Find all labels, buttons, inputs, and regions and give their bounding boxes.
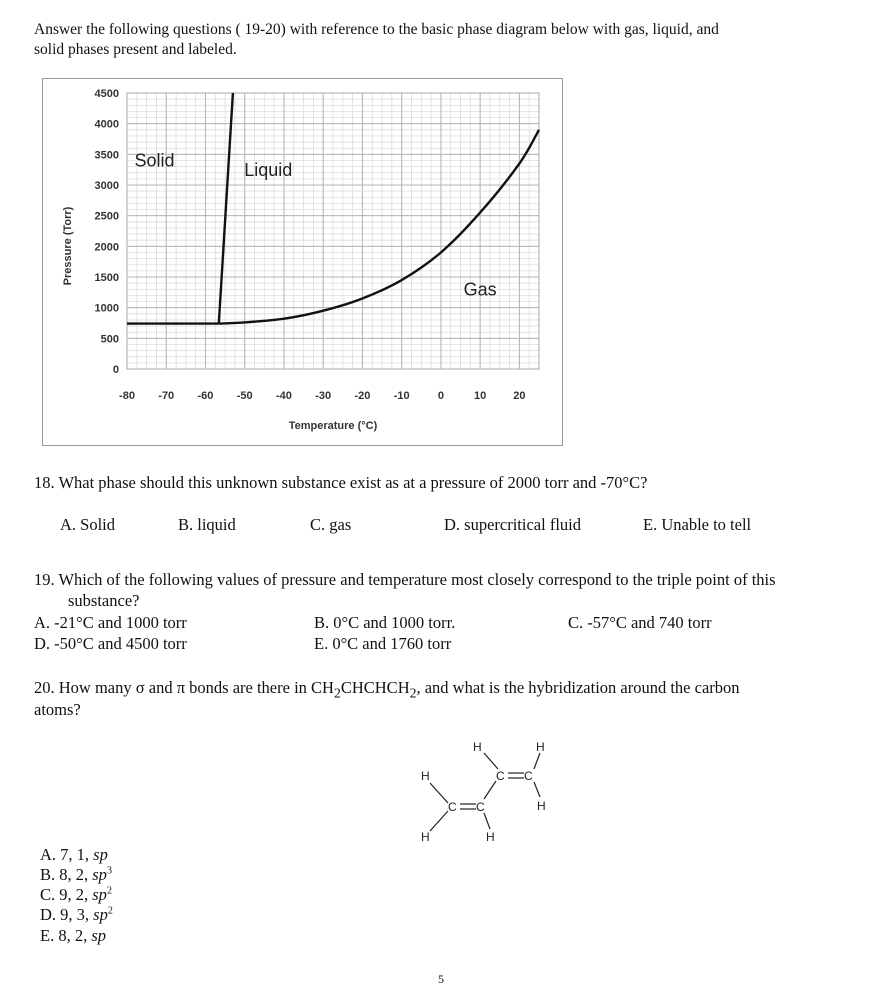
q20-option-c: C. 9, 2, $sp^2$ (40, 885, 112, 904)
q18-option-b: B. liquid (178, 515, 236, 534)
x-tick-label: -70 (158, 390, 175, 402)
x-tick-label: 20 (513, 390, 526, 402)
x-tick-label: -50 (236, 390, 253, 402)
x-tick-label: 0 (437, 390, 444, 402)
q18-option-d: D. supercritical fluid (444, 515, 581, 534)
q20-option-a: A. 7, 1, sp (40, 845, 108, 864)
y-tick-label: 3500 (94, 149, 119, 162)
phase-diagram-svg (43, 79, 561, 444)
atom-c: C (448, 800, 457, 814)
page-number: 5 (438, 972, 444, 986)
q19-option-a: A. -21°C and 1000 torr (34, 613, 187, 632)
region-label-gas: Gas (463, 279, 497, 300)
q20-option-e: E. 8, 2, sp (40, 926, 107, 945)
intro-line-1: Answer the following questions ( 19-20) with reference to the basic phase diagram below with gas, liquid, and (34, 21, 719, 38)
q18-text: 18. What phase should this unknown substance exist as at a pressure of 2000 torr and -70°C? (34, 473, 648, 492)
q20-option-b: B. 8, 2, $sp^3$ (40, 865, 112, 884)
q18-option-c: C. gas (310, 515, 352, 534)
x-tick-label: -20 (354, 390, 371, 402)
y-tick-label: 3000 (94, 180, 119, 192)
y-tick-label: 2000 (94, 241, 119, 254)
x-tick-label: 10 (474, 390, 487, 402)
y-tick-label: 1500 (94, 272, 119, 284)
q19-option-b: B. 0°C and 1000 torr. (314, 613, 456, 632)
x-tick-label: -30 (315, 390, 332, 402)
atom-h: H (421, 830, 430, 844)
x-tick-label: -10 (393, 390, 410, 402)
q19-text-line-2: substance? (68, 591, 140, 610)
region-label-solid: Solid (134, 150, 175, 171)
q19-option-e: E. 0°C and 1760 torr (314, 634, 452, 653)
q19-option-c: C. -57°C and 740 torr (568, 613, 712, 632)
atom-h: H (486, 830, 495, 844)
y-axis-label: Pressure (Torr) (62, 206, 74, 286)
atom-c: C (476, 800, 485, 814)
q20-option-d: D. 9, 3, $sp^2$ (40, 905, 113, 924)
atom-c: C (524, 769, 533, 783)
atom-h: H (536, 740, 545, 754)
y-tick-label: 4500 (94, 88, 119, 100)
butadiene-structure (410, 735, 560, 847)
region-label-liquid: Liquid (244, 159, 293, 180)
atom-c: C (496, 769, 505, 783)
atom-h: H (537, 799, 546, 813)
intro-line-2: solid phases present and labeled. (34, 41, 237, 58)
q20-text-line-2: atoms? (34, 700, 81, 719)
x-tick-label: -80 (119, 390, 135, 402)
q19-option-d: D. -50°C and 4500 torr (34, 634, 187, 653)
y-tick-label: 4000 (94, 118, 119, 131)
q18-option-a: A. Solid (60, 515, 116, 534)
phase-diagram (42, 78, 563, 446)
y-tick-label: 0 (112, 364, 119, 376)
x-axis-label: Temperature (°C) (288, 420, 378, 432)
atom-h: H (421, 769, 430, 783)
x-tick-label: -60 (197, 390, 214, 402)
q18-option-e: E. Unable to tell (643, 515, 752, 534)
q19-text-line-1: 19. Which of the following values of pressure and temperature most closely correspond to the triple point of this (34, 570, 776, 589)
q20-text-line-1: 20. How many σ and π bonds are there in $CH_2CHCHCH_2$, and what is the hybridization around the carbon (34, 678, 740, 701)
y-tick-label: 1000 (94, 302, 119, 315)
y-tick-label: 500 (100, 333, 119, 346)
x-tick-label: -40 (275, 390, 292, 402)
atom-h: H (473, 740, 482, 754)
y-tick-label: 2500 (94, 210, 119, 223)
